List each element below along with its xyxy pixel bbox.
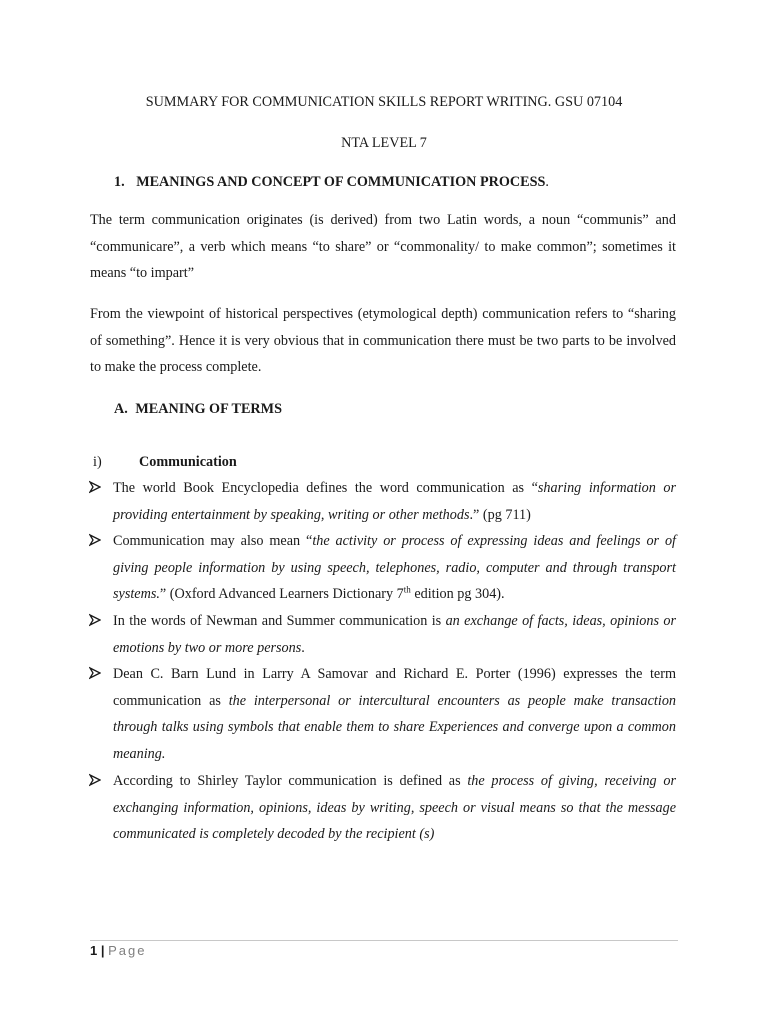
bullet-3-quote: an exchange of facts, ideas, opinions or emotions by two or more persons (113, 613, 676, 656)
level-heading: NTA LEVEL 7 (341, 135, 427, 151)
page-separator: | (100, 943, 105, 958)
page-number: 1 (90, 943, 98, 958)
bullet-2-quote: the activity or process of expressing ideas and feelings or of giving people information by using speech, telephones, radio, computer and through transport systems. (113, 533, 676, 602)
bullet-5-quote: the process of giving, receiving or exchanging information, opinions, ideas by writing, speech or visual means so that the message communicated is completely decoded by the recipient (s) (113, 773, 676, 842)
item-i-label: i) (93, 454, 102, 470)
arrowhead-bullet-icon (89, 480, 103, 498)
section-1-heading (114, 173, 549, 191)
bullet-1-citation: .” (pg 711) (469, 506, 531, 523)
item-i-heading: Communication (139, 454, 237, 470)
bullet-4-quote: the interpersonal or intercultural encounters as people make transaction through talks using symbols that enable them to share Experiences and converge upon a common meaning. (113, 692, 677, 762)
bullet-1-quote: sharing information or providing entertainment by speaking, writing or other methods (113, 480, 676, 523)
bullet-item-1 (113, 475, 676, 528)
document-title: SUMMARY FOR COMMUNICATION SKILLS REPORT WRITING. GSU 07104 (145, 94, 623, 110)
bullet-2-superscript: th (403, 584, 411, 595)
subsection-a-label: A. (114, 401, 128, 417)
bullet-2-citation: ” (Oxford Advanced Learners Dictionary 7 (159, 586, 404, 602)
footer-divider (90, 940, 678, 941)
section-1-title-tail: . (545, 174, 549, 190)
bullet-2-text: Communication may also mean “ (113, 533, 313, 549)
bullet-2-citation-end: edition pg 304). (410, 586, 505, 602)
page-label: Page (108, 943, 147, 958)
arrowhead-bullet-icon (89, 666, 103, 684)
bullet-3-end: . (301, 639, 305, 656)
section-1-number: 1. (114, 174, 125, 190)
page-footer (90, 943, 147, 959)
bullet-3-text: In the words of Newman and Summer communication is (113, 613, 446, 629)
subsection-a-heading (114, 400, 282, 418)
bullet-item-2 (113, 528, 676, 608)
bullet-4-text: Dean C. Barn Lund in Larry A Samovar and Richard E. Porter (1996) expresses the term communication as (113, 666, 676, 709)
subsection-a-title: MEANING OF TERMS (135, 401, 282, 417)
bullet-item-3 (113, 608, 676, 661)
arrowhead-bullet-icon (89, 613, 103, 631)
section-1-title: MEANINGS AND CONCEPT OF COMMUNICATION PROCESS (136, 174, 546, 190)
bullet-item-4 (113, 661, 676, 767)
bullet-item-5 (113, 768, 676, 848)
arrowhead-bullet-icon (89, 773, 103, 791)
arrowhead-bullet-icon (89, 533, 103, 551)
paragraph-1: The term communication originates (is derived) from two Latin words, a noun “communis” and “communicare”, a verb which means “to share” or “commonality/ to make common”; sometimes it means “to impart” (90, 212, 676, 281)
paragraph-2: From the viewpoint of historical perspectives (etymological depth) communication refers to “sharing of something”. Hence it is very obvious that in communication there must be two parts to be involved to make the process complete. (90, 306, 676, 375)
bullet-1-text: The world Book Encyclopedia defines the word communication as “ (113, 480, 538, 496)
bullet-5-text: According to Shirley Taylor communication is defined as (113, 773, 468, 789)
